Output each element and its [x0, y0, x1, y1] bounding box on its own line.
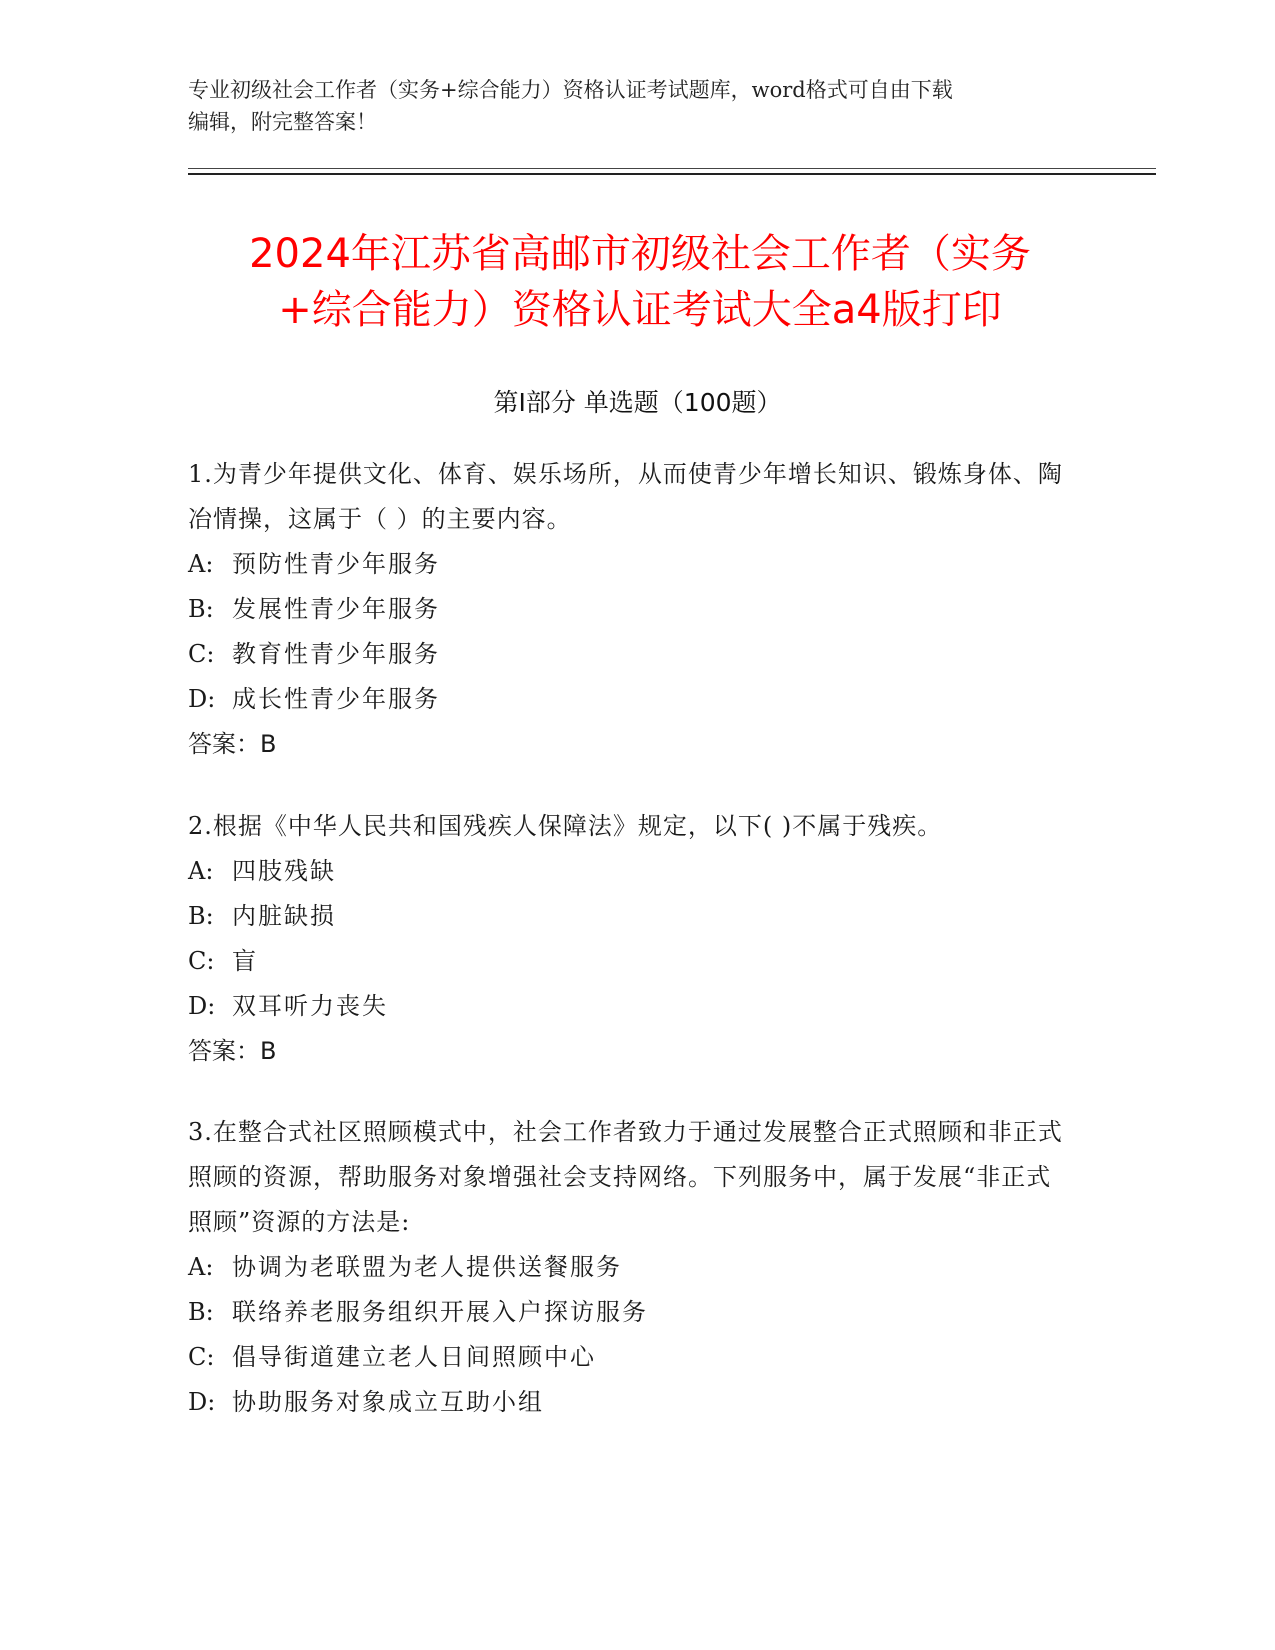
option-b — [188, 894, 1068, 939]
option-d — [188, 677, 1068, 722]
question-3 — [188, 1110, 1068, 1425]
option-letter: B: — [188, 1298, 214, 1326]
option-text: 协调为老联盟为老人提供送餐服务 — [232, 1253, 622, 1281]
option-text: 教育性青少年服务 — [232, 640, 440, 668]
option-text: 四肢残缺 — [232, 857, 336, 885]
option-text: 倡导街道建立老人日间照顾中心 — [232, 1343, 596, 1371]
option-text: 内脏缺损 — [232, 902, 336, 930]
option-text: 成长性青少年服务 — [232, 685, 440, 713]
option-a — [188, 849, 1068, 894]
option-letter: C: — [188, 640, 215, 668]
option-text: 联络养老服务组织开展入户探访服务 — [232, 1298, 648, 1326]
option-letter: D: — [188, 1388, 216, 1416]
option-c — [188, 632, 1068, 677]
question-stem: 2.根据《中华人民共和国残疾人保障法》规定，以下( )不属于残疾。 — [188, 812, 943, 840]
question-stem: 3.在整合式社区照顾模式中，社会工作者致力于通过发展整合正式照顾和非正式照顾的资源，帮助服务对象增强社会支持网络。下列服务中，属于发展“非正式照顾”资源的方法是: — [188, 1118, 1063, 1236]
option-a — [188, 1245, 1068, 1290]
option-b — [188, 587, 1068, 632]
option-letter: B: — [188, 595, 214, 623]
option-text: 预防性青少年服务 — [232, 550, 440, 578]
option-letter: C: — [188, 1343, 215, 1371]
header-divider-thin — [188, 168, 1156, 169]
header-note-line2: 编辑，附完整答案！ — [188, 110, 377, 134]
option-c — [188, 939, 1068, 984]
option-text: 盲 — [232, 947, 258, 975]
option-d — [188, 984, 1068, 1029]
option-letter: D: — [188, 685, 216, 713]
question-stem: 1.为青少年提供文化、体育、娱乐场所，从而使青少年增长知识、锻炼身体、陶冶情操，这属于（ ）的主要内容。 — [188, 460, 1063, 533]
question-1 — [188, 452, 1068, 767]
option-letter: A: — [188, 857, 214, 885]
option-letter: A: — [188, 1253, 214, 1281]
header-divider-thick — [188, 173, 1156, 175]
answer-label: 答案：B — [188, 1037, 277, 1065]
option-letter: D: — [188, 992, 216, 1020]
section-heading: 第Ⅰ部分 单选题（100题） — [493, 388, 782, 417]
option-a — [188, 542, 1068, 587]
document-title — [130, 226, 1150, 338]
document-title-line1: 2024年江苏省高邮市初级社会工作者（实务 — [249, 231, 1031, 277]
document-title-line2: +综合能力）资格认证考试大全a4版打印 — [278, 287, 1002, 333]
option-b — [188, 1290, 1068, 1335]
option-text: 协助服务对象成立互助小组 — [232, 1388, 544, 1416]
option-letter: B: — [188, 902, 214, 930]
option-text: 双耳听力丧失 — [232, 992, 388, 1020]
option-letter: A: — [188, 550, 214, 578]
question-2 — [188, 804, 1068, 1074]
answer-label: 答案：B — [188, 730, 277, 758]
option-letter: C: — [188, 947, 215, 975]
option-d — [188, 1380, 1068, 1425]
option-text: 发展性青少年服务 — [232, 595, 440, 623]
header-note — [188, 74, 1088, 138]
header-note-line1: 专业初级社会工作者（实务+综合能力）资格认证考试题库，word格式可自由下载 — [188, 78, 953, 102]
option-c — [188, 1335, 1068, 1380]
